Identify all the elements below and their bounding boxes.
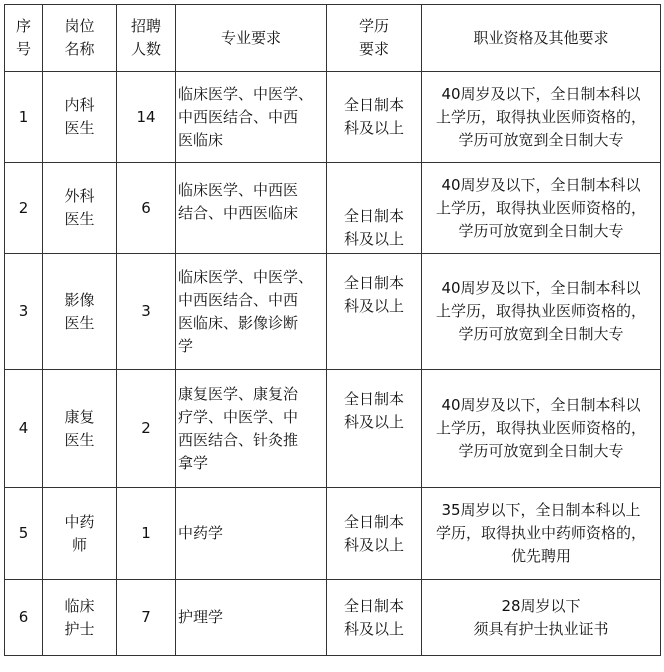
cell-no: 4: [5, 370, 43, 488]
cell-count: 6: [117, 163, 176, 254]
cell-education: 全日制本 科及以上: [327, 254, 422, 370]
cell-major: 中药学: [176, 488, 327, 580]
table-row: [5, 370, 661, 488]
cell-position: 影像 医生: [43, 254, 117, 370]
table-row: [5, 488, 661, 580]
cell-major: 临床医学、中西医 结合、中西医临床: [176, 163, 327, 254]
header-qualification: 职业资格及其他要求: [422, 5, 661, 72]
cell-no: 2: [5, 163, 43, 254]
cell-qualification: 28周岁以下 须具有护士执业证书: [422, 580, 661, 656]
cell-no: 1: [5, 72, 43, 163]
cell-qualification: 40周岁及以下，全日制本科以 上学历，取得执业医师资格的， 学历可放宽到全日制大专: [422, 163, 661, 254]
cell-count: 2: [117, 370, 176, 488]
cell-major: 临床医学、中医学、 中西医结合、中西 医临床: [176, 72, 327, 163]
cell-major: 护理学: [176, 580, 327, 656]
cell-qualification: 40周岁及以下，全日制本科以 上学历，取得执业医师资格的， 学历可放宽到全日制大专: [422, 72, 661, 163]
table-row: [5, 254, 661, 370]
table-row: [5, 163, 661, 254]
cell-no: 6: [5, 580, 43, 656]
cell-major: 临床医学、中医学、 中西医结合、中西 医临床、影像诊断 学: [176, 254, 327, 370]
header-row: [5, 5, 661, 72]
header-major: 专业要求: [176, 5, 327, 72]
cell-education: 全日制本 科及以上: [327, 370, 422, 488]
cell-no: 5: [5, 488, 43, 580]
cell-position: 内科 医生: [43, 72, 117, 163]
cell-qualification: 35周岁以下，全日制本科以上 学历，取得执业中药师资格的， 优先聘用: [422, 488, 661, 580]
cell-position: 中药 师: [43, 488, 117, 580]
cell-count: 1: [117, 488, 176, 580]
table-row: [5, 580, 661, 656]
cell-education: 全日制本 科及以上: [327, 72, 422, 163]
cell-education: 全日制本 科及以上: [327, 488, 422, 580]
cell-no: 3: [5, 254, 43, 370]
cell-count: 14: [117, 72, 176, 163]
header-education: 学历 要求: [327, 5, 422, 72]
cell-education: 全日制本 科及以上: [327, 580, 422, 656]
cell-major: 康复医学、康复治 疗学、中医学、中 西医结合、针灸推 拿学: [176, 370, 327, 488]
cell-education: 全日制本 科及以上: [327, 163, 422, 254]
cell-position: 外科 医生: [43, 163, 117, 254]
cell-position: 临床 护士: [43, 580, 117, 656]
header-position: 岗位 名称: [43, 5, 117, 72]
header-count: 招聘 人数: [117, 5, 176, 72]
cell-position: 康复 医生: [43, 370, 117, 488]
cell-count: 3: [117, 254, 176, 370]
cell-qualification: 40周岁及以下，全日制本科以 上学历，取得执业医师资格的， 学历可放宽到全日制大专: [422, 254, 661, 370]
recruitment-table: [4, 4, 661, 656]
cell-qualification: 40周岁及以下，全日制本科以 上学历，取得执业医师资格的， 学历可放宽到全日制大专: [422, 370, 661, 488]
table-row: [5, 72, 661, 163]
cell-count: 7: [117, 580, 176, 656]
header-no: 序 号: [5, 5, 43, 72]
